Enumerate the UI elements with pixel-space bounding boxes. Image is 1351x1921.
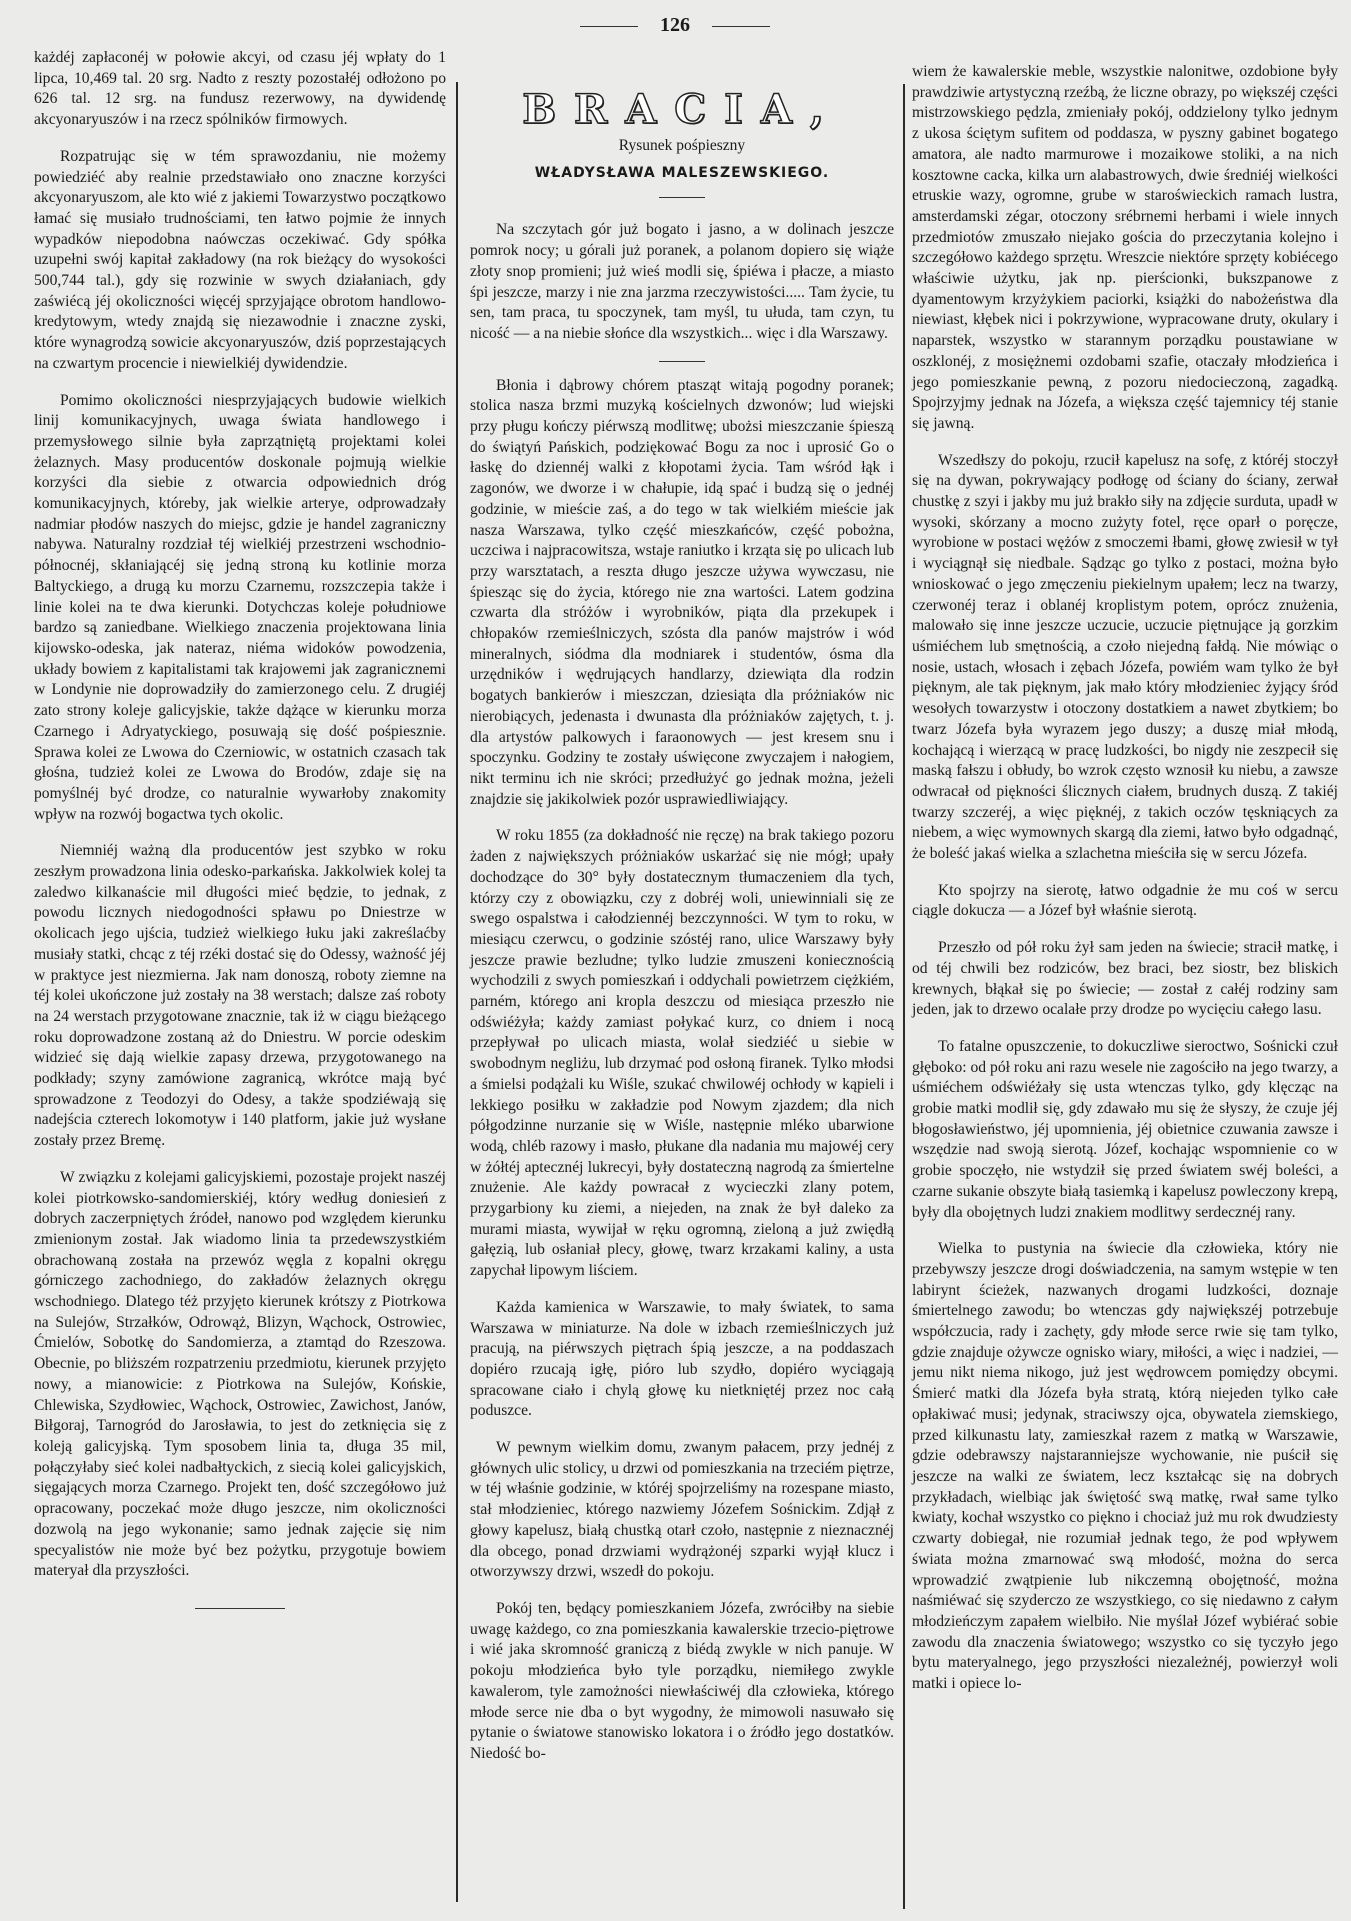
paragraph: Przeszło od pół roku żył sam jeden na świecie; stracił matkę, i od téj chwili bez rodziców, bez braci, bez siostr, bez bliskich krewnych, błąkał się po świecie; — został z całéj rodziny sam jeden, jak to drzewo ocalałe przy drodze po wycięciu całego lasu.: [912, 939, 1338, 1019]
article-author: WŁADYSŁAWA MALESZEWSKIEGO.: [534, 164, 830, 181]
paragraph: Błonia i dąbrowy chórem ptasząt witają pogodny poranek; stolica nasza brzmi muzyką kościelnych dzwonów; lud wiejski przy pługu kończy piérwszą modlitwę; ubożsi mieszczanie śpieszą do świątyń Pańskich, podziękować Bogu za noc i uprosić Go o łaskę do dziennéj walki z kłopotami życia. Tam wśród łąk i zagonów, we dworze i w chałupie, idą spać i budzą się o jednéj godzinie, w mieście zaś, a do tego w tak wielkiém mieście jak nasza Warszawa, tylko część mieszkańców, część pobożna, uczciwa i najpracowitsza, wstaje raniutko i krząta się po ulicach lub przy warsztatach, a reszta długo jeszcze używa wywczasu, nie śpiesząc się do życia, którego nie zna wartości. Latem godzina czwarta dla stróżów i wyrobników, piąta dla przekupek i chłopaków rzemieślniczych, szósta dla panów majstrów i wód mineralnych, siódma dla modniarek i studentów, ósma dla urzędników i wędrujących handlarzy, dziewiąta dla rodzin bogatych bankierów i mieszczan, dziesiąta dla próżniaków nic nierobiących, jedenasta i dwunasta dla próżniaków zajętych, t. j. dla artystów palkowych i faraonowych — jest kresem snu i spoczynku. Godziny te zostały uświęcone zwyczajem i nałogiem, nikt terminu ich nie skróci; przedłużyć go jednak można, jeżeli znajdzie się jakikolwiek pozór usprawiedliwiający.: [470, 376, 894, 808]
paragraph: Wszedłszy do pokoju, rzucił kapelusz na sofę, z któréj stoczył się na dywan, pokrywający podłogę od ściany do ściany, zerwał chustkę z szyi i jakby mu już brakło siły na zdjęcie surduta, upadł w wysoki, skórzany a mocno zużyty fotel, ręce oparł o poręcze, wyrobione w postaci wężów z smoczemi łbami, głowę zwiesił w tył i wyciągnął się niedbale. Sądząc go tylko z postaci, można było wnioskować o jego zmęczeniu piekielnym upałem; lecz na twarzy, czerwonéj teraz i oblanéj kroplistym potem, oprócz znużenia, malowało się inne jeszcze uczucie, uczucie piętnujące ją gorzkim uśmiéchem lub smętnością, a czoło niejedną fałdą. Nie mówiąc o nosie, ustach, włosach i zębach Józefa, powiém wam tylko że był pięknym, ale tak pięknym, jak mało który młodzieniec żyjący śród wesołych towarzystw i otoczony dostatkiem a nawet zbytkiem; bo twarz Józefa była wyrazem jego duszy; a duszę miał młodą, kochającą i wierzącą w pracę ludzkości, bo nigdy nie zeszpecił się maską fałszu i obłudy, bo wzrok często wznosił ku niebu, a zawsze odwracał od piękności ślicznych ciałem, brudnych duszą. Z takiéj twarzy szczeréj, a więc pięknéj, z takich oczów tęskniących za niebem, a więc wymownych skargą dla ziemi, łatwo było odgadnąć, że boleść jakaś wielka a szlachetna mieściła się w sercu Józefa.: [912, 451, 1338, 863]
paragraph: To fatalne opuszczenie, to dokuczliwe sieroctwo, Sośnicki czuł głęboko: od pół roku ani razu wesele nie zagościło na jego twarzy, a uśmiéchem odświéżały się usta wtenczas tylko, gdy klęcząc na grobie matki modlił się, gdy zdawało mu się że słyszy, że czuje jéj błogosławieństwo, jéj upomnienia, jéj obietnice czuwania zawsze i wszędzie nad swoją sierotą. Józef, kochając wspomnienie co w grobie spoczęło, nie wstydził się przed światem swéj boleści, a czarne sukanie obszyte białą tasiemką i kapelusz powleczony krepą, były dla obojętnych ludzi znakiem modlitwy serdecznéj rany.: [912, 1037, 1338, 1221]
page-number: [525, 12, 825, 38]
paragraph: W związku z kolejami galicyjskiemi, pozostaje projekt naszéj kolei piotrkowsko-sandomierskiéj, który według doniesień z dobrych zaczerpniętych źródeł, nanowo pod względem kierunku zmienionym został. Jak wiadomo linia ta przedewszystkiém obrachowaną została na przewóz węgla z kopalni okręgu górniczego zachodniego, do zakładów żelaznych okręgu wschodniego. Dlatego téż przyjęto kierunek krótszy z Piotrkowa na Sulejów, Strzałków, Odrowąż, Blizyn, Wąchock, Ostrowiec, Ćmielów, Sobotkę do Sandomierza, a ztamtąd do Rzeszowa. Obecnie, po bliższém rozpatrzeniu przedmiotu, kierunek przyjęto nowy, a mianowicie: z Piotrkowa na Sulejów, Końskie, Chlewiska, Szydłowiec, Wąchock, Ostrowiec, Zawichost, Janów, Biłgoraj, Tarnogród do Jarosławia, to jest do zetknięcia się z koleją galicyjską. Tym sposobem linia ta, długa 35 mil, połączyłaby sieć kolei nadbałtyckich, z siecią kolei galicyjskich, sięgających morza Czarnego. Projekt ten, dość szczegółowo już opracowany, poczekać może długo jeszcze, nim okoliczności dozwolą na jego wykonanie; samo jednak zajęcie się nim specyalistów nie może być bez pożytku, przygotuje bowiem materyał dla przyszłości.: [34, 1168, 446, 1580]
paragraph: Pokój ten, będący pomieszkaniem Józefa, zwróciłby na siebie uwagę każdego, co zna pomieszkania kawalerskie trzecio-piętrowe i wié jaka skromność graniczą z biédą zwykle w nich panuje. W pokoju młodzieńca było tyle porządku, niemiłego zwykle kawalerom, tyle zamożności niewłaściwéj dla człowieka, którego młode serce nie dba o byt wygodny, że mimowoli nasuwało się pytanie o światowe stanowisko lokatora i o źródło jego dostatków. Niedość bo-: [470, 1600, 894, 1762]
column-rule: [903, 84, 905, 1909]
paragraph: każdéj zapłaconéj w połowie akcyi, od czasu jéj wpłaty do 1 lipca, 10,469 tal. 20 srg. Nadto z reszty pozostałéj odłożono po 626 tal. 12 srg. na fundusz rezerwowy, na dywidendę akcyonaryuszów i na rzecz spólników firmowych.: [34, 49, 446, 129]
divider: [580, 26, 638, 27]
paragraph: W pewnym wielkim domu, zwanym pałacem, przy jednéj z głównych ulic stolicy, u drzwi od pomieszkania na trzeciém piętrze, w téj właśnie godzinie, w któréj spojrzeliśmy na rozespane miasto, stał młodzieniec, którego nazwiemy Józefem Sośnickim. Zdjął z głowy kapelusz, białą chustką otarł czoło, następnie z nieznacznéj dla obcego, ponad drzwiami wydrążonéj szparki wyjął klucz i otworzywszy drzwi, wszedł do pokoju.: [470, 1439, 894, 1581]
article-subtitle: Rysunek pośpieszny: [618, 137, 746, 154]
page-number-text: 126: [660, 14, 690, 36]
paragraph: Wielka to pustynia na świecie dla człowieka, który nie przebywszy jeszcze drogi doświadczenia, na samym wstępie w ten labirynt ścieżek, nazwanych drogami ludzkości, doznaje śmiertelnego zawodu; bo wtenczas gdy największéj potrzebuje współczucia, rady i zachęty, gdy młode serce rwie się tam tylko, gdzie znajduje ożywcze ognisko wiary, miłości, a więc i nadziei, — jemu nikt niema nikogo, już jest wędrowcem pomiędzy obcymi. Śmierć matki dla Józefa była stratą, którą niejeden tylko całe opłakiwać musi; jedynak, straciwszy ojca, obywatela ziemskiego, przed kilkunastu laty, zamieszkał razem z matką w Warszawie, gdzie odebrawszy najstaranniejsze wychowanie, nie puścił się jeszcze na walki ze światem, lecz kształcąc się na dobrych przykładach, wielbiąc jak świętość swą matkę, rwał same tylko kwiaty, kochał wszystko co piękno i chociaż już mu rok dwudziesty czwarty dobiegał, nie rozumiał jednak tego, że pod wpływem świata można zmarnować swą młodość, można do serca wprowadzić zwątpienie lub nikczemną obojętność, można naśmiéwać się szyderczo ze wszystkiego, co się niedawno z całym młodzieńczym zapałem wielbiło. Nie myślał Józef wybiérać sobie zawodu dla znaczenia światowego; wszystko co się tyczyło jego bytu materyalnego, jego przyszłości niezależnéj, powierzył woli matki i opiece lo-: [912, 1240, 1338, 1693]
divider: [659, 361, 705, 362]
paragraph: wiem że kawalerskie meble, wszystkie nalonitwe, ozdobione były prawdziwie artystyczną rzeźbą, że liczne obrazy, po większéj części mistrzowskiego pędzla, zmieniały pokój, oddzielony tylko jednym z ukosa ściętym sufitem od poddasza, w pyszny gabinet bogatego amatora, ale nadto marmurowe i mozaikowe stoliki, a na nich kosztowne cacka, kilka urn alabastrowych, dwie średniéj wielkości etruskie wazy, ogromne, grube w staroświeckich ramach lustra, amsterdamski zégar, otoczony srébrnemi herbami i wiele innych przedmiotów zmuszało niejako gościa do przeczytania kolejno i szczegółowo każdego sprzętu. Wreszcie niektóre sprzęty kobiécego właściwie użytku, jak np. pierścionki, bukszpanowe z dyamentowym krzyżykiem paciorki, książki do nabożeństwa dla niewiast, kłębek nici i pokrzywione, wypracowane druty, okulary i naparstek, wszystko w starannym porządku poustawiane w oszklonéj, z mosiężnemi ozdobami szafie, otaczały młodzieńca i jego pomieszkanie pewną, z pozoru niedocieczoną, zagadką. Spojrzyjmy jednak na Józefa, a większa część tajemnicy téj stanie się jawną.: [912, 63, 1338, 432]
middle-column-story: [470, 80, 894, 1781]
article-title: BRACIA,: [522, 86, 842, 133]
divider: [712, 26, 770, 27]
paragraph: Każda kamienica w Warszawie, to mały światek, to sama Warszawa w miniaturze. Na dole w izbach rzemieślniczych już pracują, na piérwszych piętrach śpią jeszcze, a na poddaszach dopiéro rzucają igłę, pióro lub szydło, dopiéro wyciągają spracowane ciało i chylą głowę ku nietkniętéj przez noc całą poduszce.: [470, 1298, 894, 1420]
column-rule: [456, 82, 458, 1902]
left-column-economic-report: [34, 48, 446, 1609]
paragraph: Niemniéj ważną dla producentów jest szybko w roku zeszłym prowadzona linia odesko-parkańska. Jakkolwiek kolej ta zaledwo kilkanaście mil długości mieć będzie, to jednak, z powodu licznych niedogodności spławu po Dniestrze w okolicach jego ujścia, tudzież wielkiego łuku jaki zakreślaćby musiały statki, chcąc z téj rzéki dostać się do Odessy, ważność jéj w praktyce jest niezmierna. Jak nam donoszą, roboty ziemne na téj kolei ukończone już zostały na 38 werstach; dalsze zaś roboty na 24 werstach przygotowane znacznie, tak iż w ciągu bieżącego roku doprowadzone zostaną aż do Dniestru. W porcie odeskim widzieć się dają wielkie zapasy drzewa, przygotowanego na podkłady; szyny zamówione zagranicą, wkrótce mają być sprowadzone z Teodozyi do Odesy, a także spodziéwają się nadejścia czterech lokomotyw i 140 platform, jakie już wysłane zostały przez Bremę.: [34, 842, 446, 1150]
section-end-rule: [195, 1608, 285, 1609]
divider: [659, 197, 705, 198]
paragraph: W roku 1855 (za dokładność nie ręczę) na brak takiego pozoru żaden z największych próżniaków uskarżać się nie mógł; upały dochodzące do 30° były dostatecznym tłumaczeniem dla tych, którzy czy z obowiązku, czy z dobréj woli, uniewinniali się ze swego ospalstwa i całodziennéj bezczynności. W tym to roku, w miesiącu czerwcu, o godzinie szóstéj rano, ulice Warszawy były jeszcze prawie bezludne; tylko ludzie zmuszeni koniecznością wychodzili z swych pomieszkań i oddychali powietrzem ciężkiém, parném, którego ani kropla deszczu od miesiąca przeszło nie odświéżyła; każdy zamiast połykać kurz, co dniem i nocą przepływał po ulicach miasta, wolał siedziéć u siebie w swobodnym negliżu, lub drzymać pod osłoną firanek. Tylko młodsi a śmielsi podążali ku Wiśle, szukać chwilowéj ochłody w kąpieli i lekkiego posiłku w zakładzie pod Nowym zjazdem; dla nich półgodzinne nurzanie się w Wiśle, następnie mléko ubarwione wodą, chléb razowy i masło, płukane dla nadania mu majowéj cery w żółtéj aptecznéj lukrecyi, były dostateczną nagrodą za śmiertelne znużenie. Ale każdy powracał z wycieczki zlany potem, przygarbiony ku ziemi, a niejeden, na znak że był daleko za murami miasta, wywijał w ręku ogromną, zieloną a już zwiędłą gałęzią, lub osłaniał plecy, głowę, twarz krzakami kaliny, a usta zapychał lipowym liściem.: [470, 827, 894, 1280]
paragraph: Rozpatrując się w tém sprawozdaniu, nie możemy powiedziéć aby realnie przedstawiało ono znaczne korzyści akcyonaryuszom, ale kto wié z jakiemi Towarzystwo początkowo łamać się musiało trudnościami, ten łatwo pojmie że innych wypadków niepodobna naówczas oczekiwać. Gdy spółka uzupełni swój kapitał zakładowy (na rok bieżący do wysokości 500,744 tal.), gdy się rozwinie w swych działaniach, gdy zaświécą jéj okoliczności więcéj sprzyjające obrotom handlowo-kredytowym, wtedy znajdą się niezawodnie i znaczne zyski, które wynagrodzą sowicie akcyonaryuszów, dziś poprzestających na czwartym procencie i niewielkiéj dywidendzie.: [34, 147, 446, 372]
right-column-story: [912, 62, 1338, 1711]
paragraph: Na szczytach gór już bogato i jasno, a w dolinach jeszcze pomrok nocy; u górali już poranek, a polanom dopiero się wiąże złoty snop promieni; już wieś modli się, śpiéwa i płacze, a miasto śpi jeszcze, marzy i nie zna jarzma rzeczywistości..... Tam życie, tu sen, tam praca, tu spoczynek, tam myśl, tu ułuda, tam czyn, tu nicość — a na niebie słońce dla wszystkich... więc i dla Warszawy.: [470, 221, 894, 342]
paragraph: Kto spojrzy na sierotę, łatwo odgadnie że mu coś w sercu ciągle dokucza — a Józef był właśnie sierotą.: [912, 881, 1338, 920]
paragraph: Pomimo okoliczności niesprzyjających budowie wielkich linij komunikacyjnych, uwaga świata handlowego i przemysłowego silnie była zaprzątniętą projektami kolei żelaznych. Masy producentów doskonale pojmują wielkie korzyści dla siebie z otwarcia odpowiednich dróg komunikacyjnych, któreby, jak wielkie arterye, odprowadzały nadmiar płodów naszych do miejsc, gdzie je handel zagraniczny nabywa. Naturalny rozdział téj wielkiéj przestrzeni wschodnio-północnéj, skłaniającéj się jedną stroną ku kotlinie morza Baltyckiego, a drugą ku morzu Czarnemu, rozszczepia także i linie kolei na te dwa kierunki. Dotychczas koleje południowe bardzo są zaniedbane. Wielkiego znaczenia projektowana linia kijowsko-odeska, jak nateraz, niéma widoków powodzenia, układy bowiem z kapitalistami tak krajowemi jak zagranicznemi w Londynie nie doprowadziły do zamierzonego celu. Z drugiéj zato strony koleje galicyjskie, także dążące w kierunku morza Czarnego i Adryatyckiego, posuwają się dość pośpiesznie. Sprawa kolei ze Lwowa do Czerniowic, w ostatnich czasach tak głośna, tudzież kolei ze Lwowa do Brodów, zdaje się na pomyślnéj być drodze, co naturalnie wywarłoby znakomity wpływ na rozwój bogactwa tych okolic.: [34, 391, 446, 823]
